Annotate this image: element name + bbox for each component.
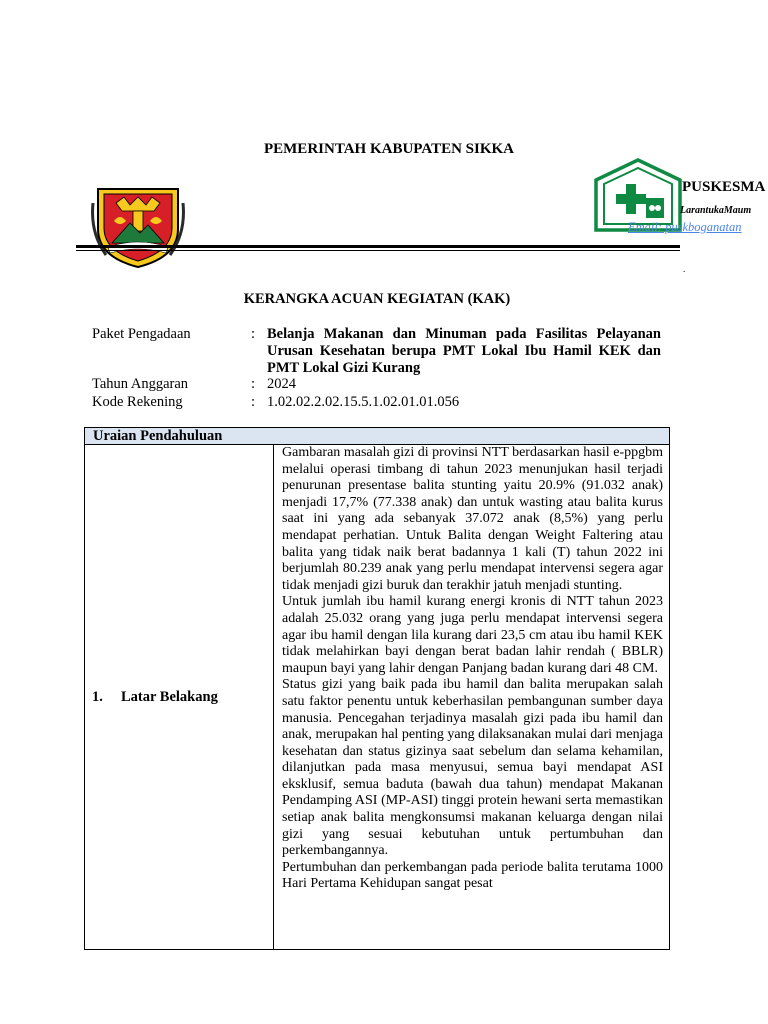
section-body-cell xyxy=(274,445,670,950)
uraian-table xyxy=(84,427,670,950)
meta-value-kode: 1.02.02.2.02.15.5.1.02.01.01.056 xyxy=(267,394,460,410)
header-divider-thin xyxy=(76,250,680,251)
meta-value-tahun: 2024 xyxy=(267,376,296,392)
stray-dot: . xyxy=(683,264,686,274)
meta-colon: : xyxy=(251,326,256,342)
section-title xyxy=(85,689,273,706)
puskesmas-address: LarantukaMaum xyxy=(680,205,752,216)
paragraph: Pertumbuhan dan perkembangan pada periode balita terutama 1000 Hari Pertama Kehidupan sangat pesat xyxy=(282,859,663,892)
paragraph: Status gizi yang baik pada ibu hamil dan balita merupakan salah satu faktor penentu untuk keberhasilan pembangunan sumber daya manusia. Pencegahan terjadinya masalah gizi pada ibu hamil dan anak, merupakan hal penting yang dilaksanakan mulai dari menjaga kesehatan dan status gizinya saat sebelum dan selama kehamilan, dilanjutkan pada masa menyusui, semua bayi mendapat ASI eksklusif, semua baduta (bawah dua tahun) mendapat Makanan Pendamping ASI (MP-ASI) tinggi protein hewani serta memastikan setiap anak balita mengkonsumsi makanan keluarga dengan nilai gizi yang sesuai kebutuhan untuk pertumbuhan dan perkembangannya. xyxy=(282,677,663,859)
table-header: Uraian Pendahuluan xyxy=(85,428,670,445)
puskesmas-email-link[interactable]: Email: puskboganatan xyxy=(628,220,742,234)
section-label-cell xyxy=(85,445,274,950)
section-title-text: Latar Belakang xyxy=(121,688,218,705)
meta-label-tahun: Tahun Anggaran xyxy=(92,376,189,392)
government-title: PEMERINTAH KABUPATEN SIKKA xyxy=(263,141,515,157)
meta-label-kode: Kode Rekening xyxy=(92,394,183,410)
meta-label-paket: Paket Pengadaan xyxy=(92,326,191,342)
kabupaten-emblem-icon xyxy=(90,183,186,269)
meta-colon: : xyxy=(251,376,256,392)
document-title: KERANGKA ACUAN KEGIATAN (KAK) xyxy=(243,291,511,307)
section-number: 1. xyxy=(92,688,103,705)
paragraph: Gambaran masalah gizi di provinsi NTT berdasarkan hasil e-ppgbm melalui operasi timbang di tahun 2023 menunjukan hasil terjadi penurunan presentase balita stunting yaitu 20.9% (91.032 anak) menjadi 17,7% (77.338 anak) dan untuk wasting atau balita kurus saat ini yang ada sebanyak 37.072 anak (8,5%) yang perlu mendapat perhatian. Untuk Balita dengan Weight Faltering atau balita yang tidak naik berat badannya 1 kali (T) tahun 2022 ini berjumlah 80.239 anak yang perlu mendapat intervensi segera agar tidak menjadi gizi buruk dan terakhir jatuh menjadi stunting. xyxy=(282,445,663,593)
puskesmas-name: PUSKESMA xyxy=(682,179,766,195)
paragraph: Untuk jumlah ibu hamil kurang energi kronis di NTT tahun 2023 adalah 25.032 orang yang juga perlu mendapat intervensi segera agar ibu hamil dengan lila kurang dari 23,5 cm atau ibu hamil KEK tidak melahirkan bayi dengan berat badan lahir rendah ( BBLR) maupun bayi yang lahir dengan Panjang badan kurang dari 48 CM. xyxy=(282,594,663,676)
header-divider xyxy=(76,245,680,248)
meta-value-paket: Belanja Makanan dan Minuman pada Fasilitas Pelayanan Urusan Kesehatan berupa PMT Lokal Ibu Hamil KEK dan PMT Lokal Gizi Kurang xyxy=(267,326,661,376)
meta-colon: : xyxy=(251,394,256,410)
